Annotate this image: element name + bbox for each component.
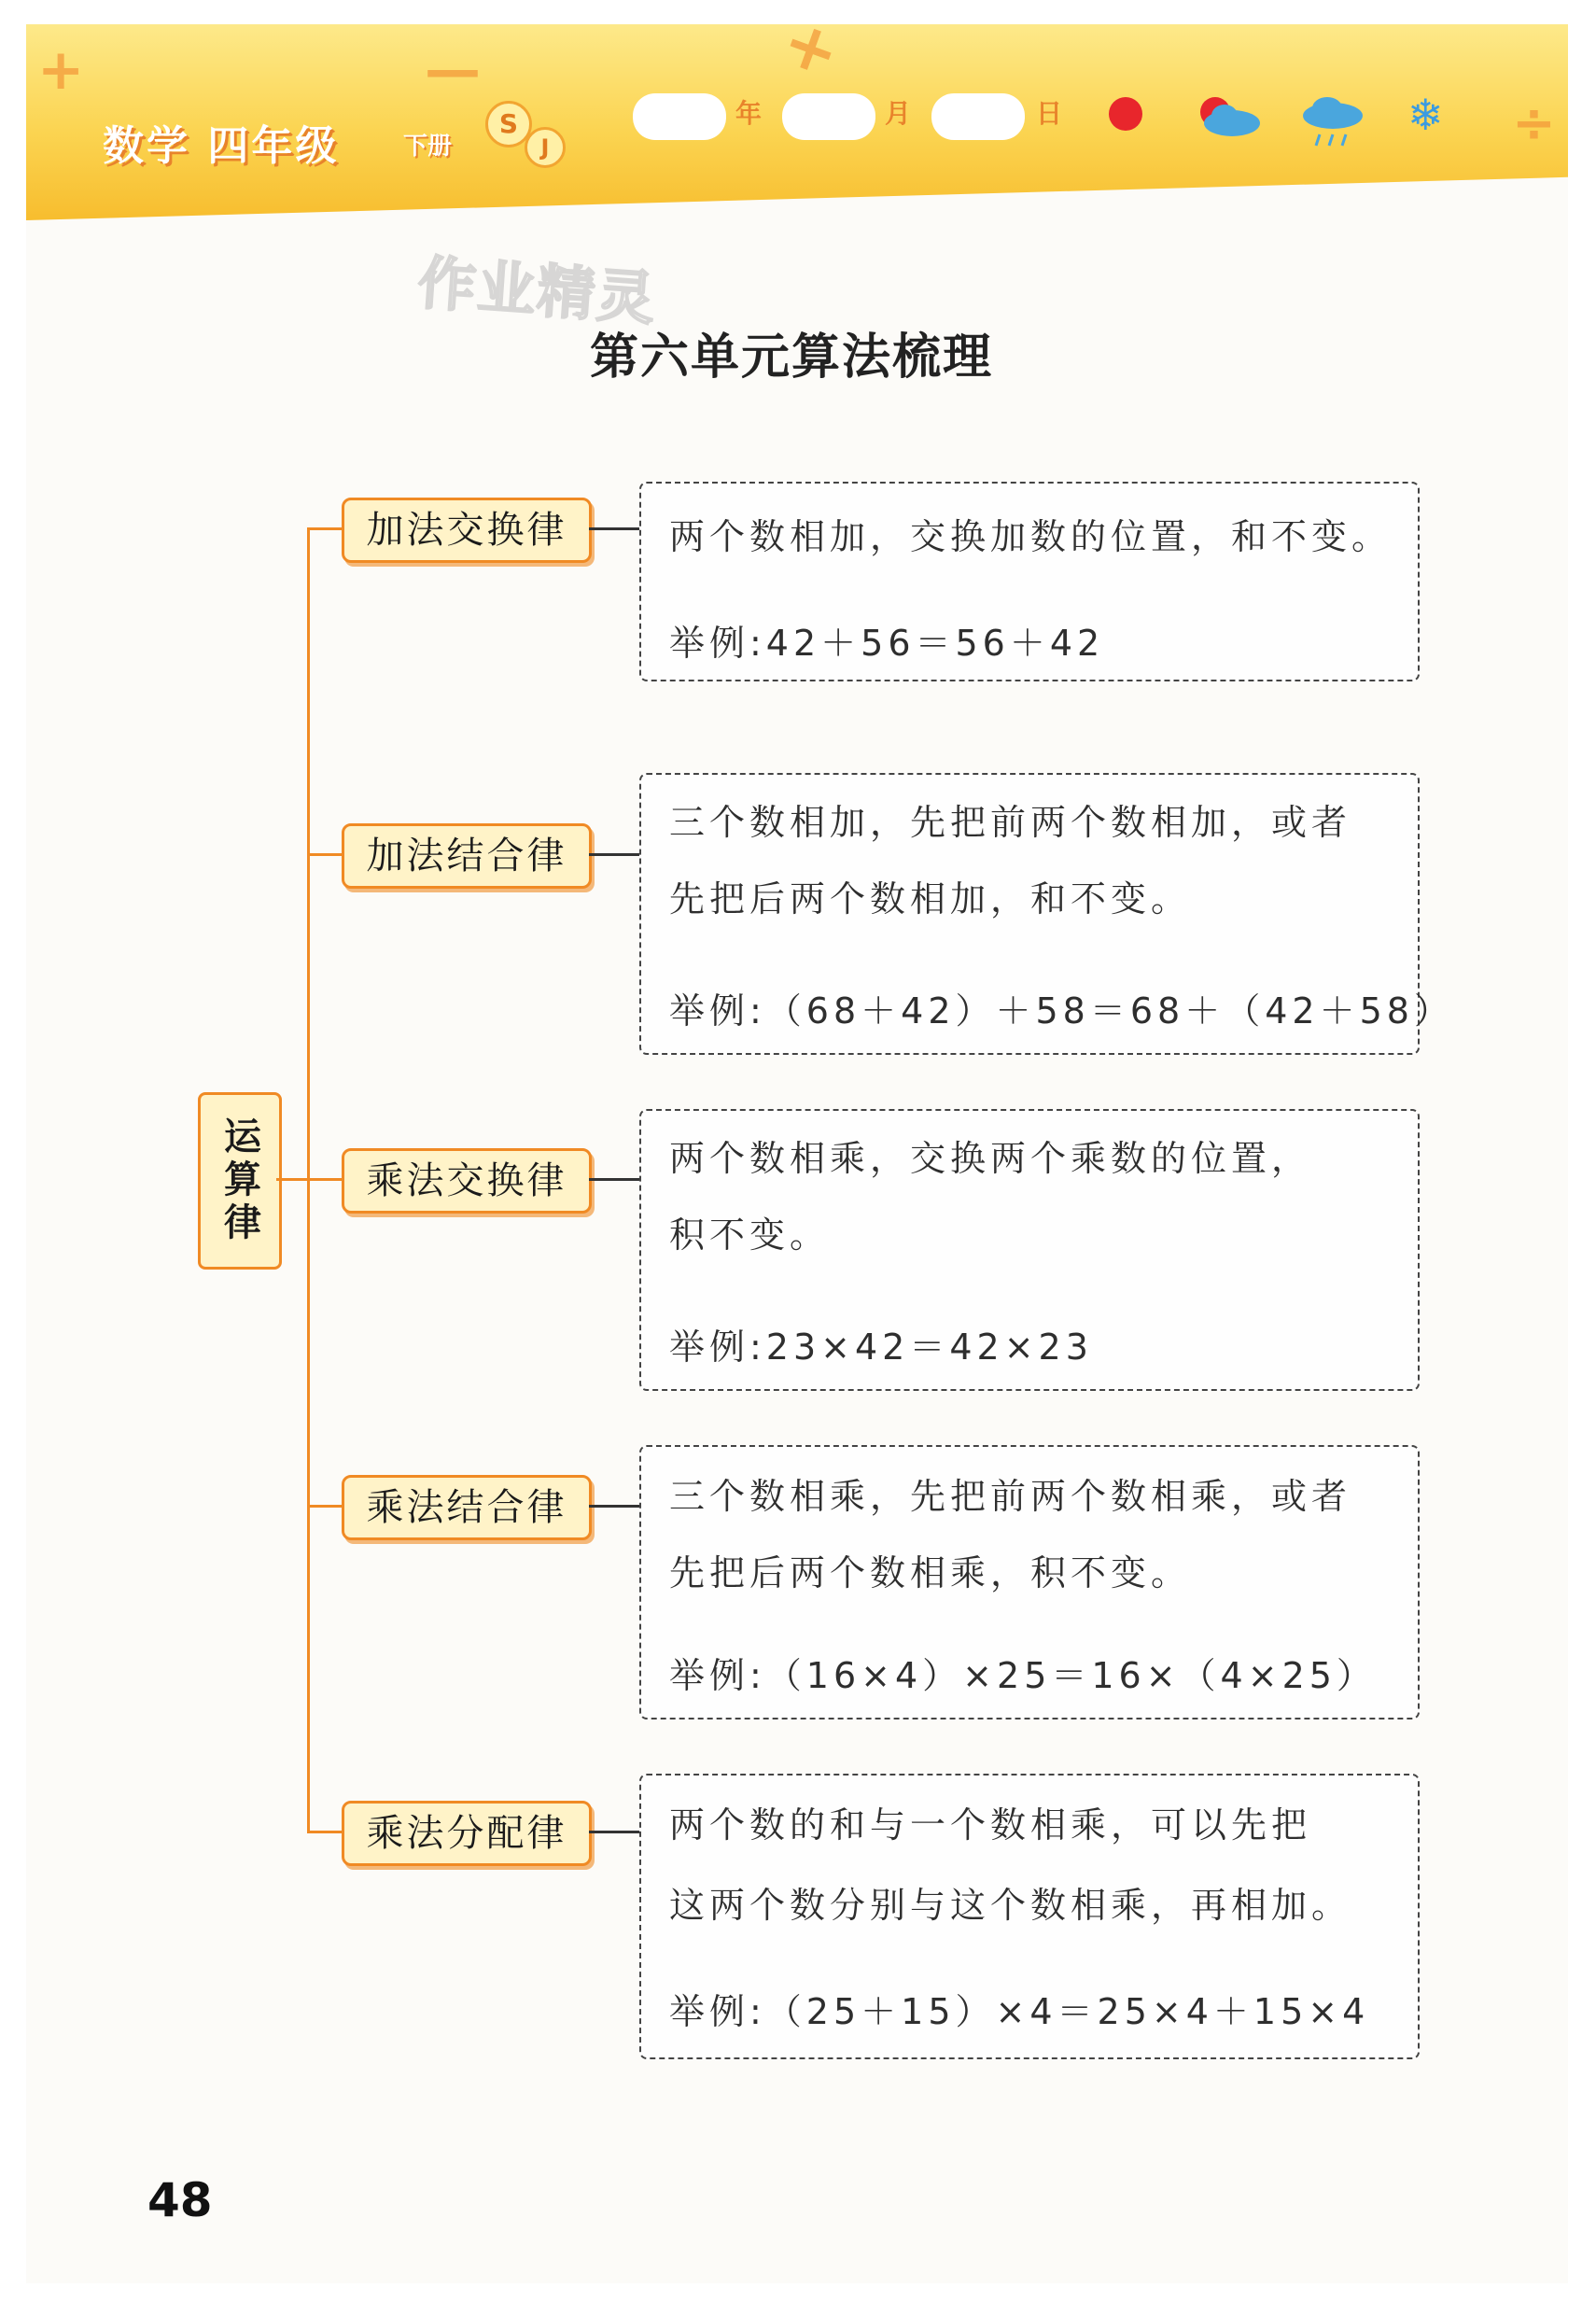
rule-text: 积不变。 — [669, 1214, 831, 1256]
rule-text: 三个数相加，先把前两个数相加，或者 — [669, 802, 1352, 843]
cloudy-icon[interactable] — [1191, 91, 1266, 144]
divide-decoration: ÷ — [1512, 93, 1556, 154]
branch-line — [307, 1831, 343, 1833]
law-detail-multiplication-commutative — [639, 1109, 1420, 1391]
rain-icon[interactable] — [1295, 91, 1370, 157]
law-detail-multiplication-distributive — [639, 1774, 1420, 2059]
rule-text: 三个数相乘，先把前两个数相乘，或者 — [669, 1476, 1352, 1517]
badge-s: S — [485, 101, 532, 147]
minus-decoration: — — [425, 37, 481, 103]
watermark: 作业精灵 — [415, 248, 659, 333]
rule-text: 先把后两个数相乘，积不变。 — [669, 1552, 1192, 1593]
year-label: 年 — [735, 98, 763, 129]
example-text: 举例:42＋56＝56＋42 — [669, 623, 1105, 664]
law-label-addition-commutative: 加法交换律 — [342, 498, 592, 563]
root-label: 运算律 — [217, 1116, 261, 1245]
root-connector — [276, 1178, 307, 1181]
rule-text: 两个数相乘，交换两个乘数的位置， — [669, 1138, 1312, 1179]
law-label-multiplication-distributive: 乘法分配律 — [342, 1801, 592, 1866]
plus-decoration: + — [772, 2, 850, 93]
rule-text: 这两个数分别与这个数相乘，再相加。 — [669, 1885, 1352, 1926]
example-text: 举例:（68＋42）＋58＝68＋（42＋58） — [669, 990, 1454, 1032]
rule-text: 两个数相加，交换加数的位置，和不变。 — [669, 516, 1393, 557]
day-field[interactable] — [931, 93, 1025, 140]
branch-line — [307, 1178, 343, 1181]
subject-title: 数学 四年级 — [103, 122, 340, 170]
law-detail-addition-commutative — [639, 482, 1420, 681]
connector-line — [589, 527, 639, 530]
branch-line — [307, 853, 343, 856]
month-label: 月 — [885, 98, 912, 129]
snow-icon[interactable]: ❄ — [1407, 90, 1444, 140]
root-node — [198, 1092, 282, 1270]
page-title: 第六单元算法梳理 — [590, 330, 994, 386]
law-label-multiplication-associative: 乘法结合律 — [342, 1475, 592, 1540]
law-label-addition-associative: 加法结合律 — [342, 823, 592, 889]
volume-label: 下册 — [403, 133, 453, 161]
connector-line — [589, 1178, 639, 1181]
connector-line — [589, 1505, 639, 1508]
law-detail-multiplication-associative — [639, 1445, 1420, 1719]
law-detail-addition-associative — [639, 773, 1454, 1055]
law-label-multiplication-commutative: 乘法交换律 — [342, 1148, 592, 1214]
rule-text: 先把后两个数相加，和不变。 — [669, 878, 1192, 919]
year-field[interactable] — [633, 93, 726, 140]
badge-j: J — [525, 127, 566, 168]
sun-icon[interactable] — [1103, 91, 1148, 136]
connector-line — [589, 1831, 639, 1833]
connector-line — [589, 853, 639, 856]
example-text: 举例:（16×4）×25＝16×（4×25） — [669, 1655, 1377, 1696]
rule-text: 两个数的和与一个数相乘，可以先把 — [669, 1804, 1312, 1846]
example-text: 举例:23×42＝42×23 — [669, 1326, 1093, 1368]
branch-line — [307, 1505, 343, 1508]
branch-line — [307, 527, 343, 530]
plus-decoration: + — [37, 37, 85, 103]
page-number: 48 — [147, 2173, 213, 2227]
month-field[interactable] — [782, 93, 875, 140]
day-label: 日 — [1036, 98, 1063, 129]
example-text: 举例:（25＋15）×4＝25×4＋15×4 — [669, 1991, 1370, 2032]
